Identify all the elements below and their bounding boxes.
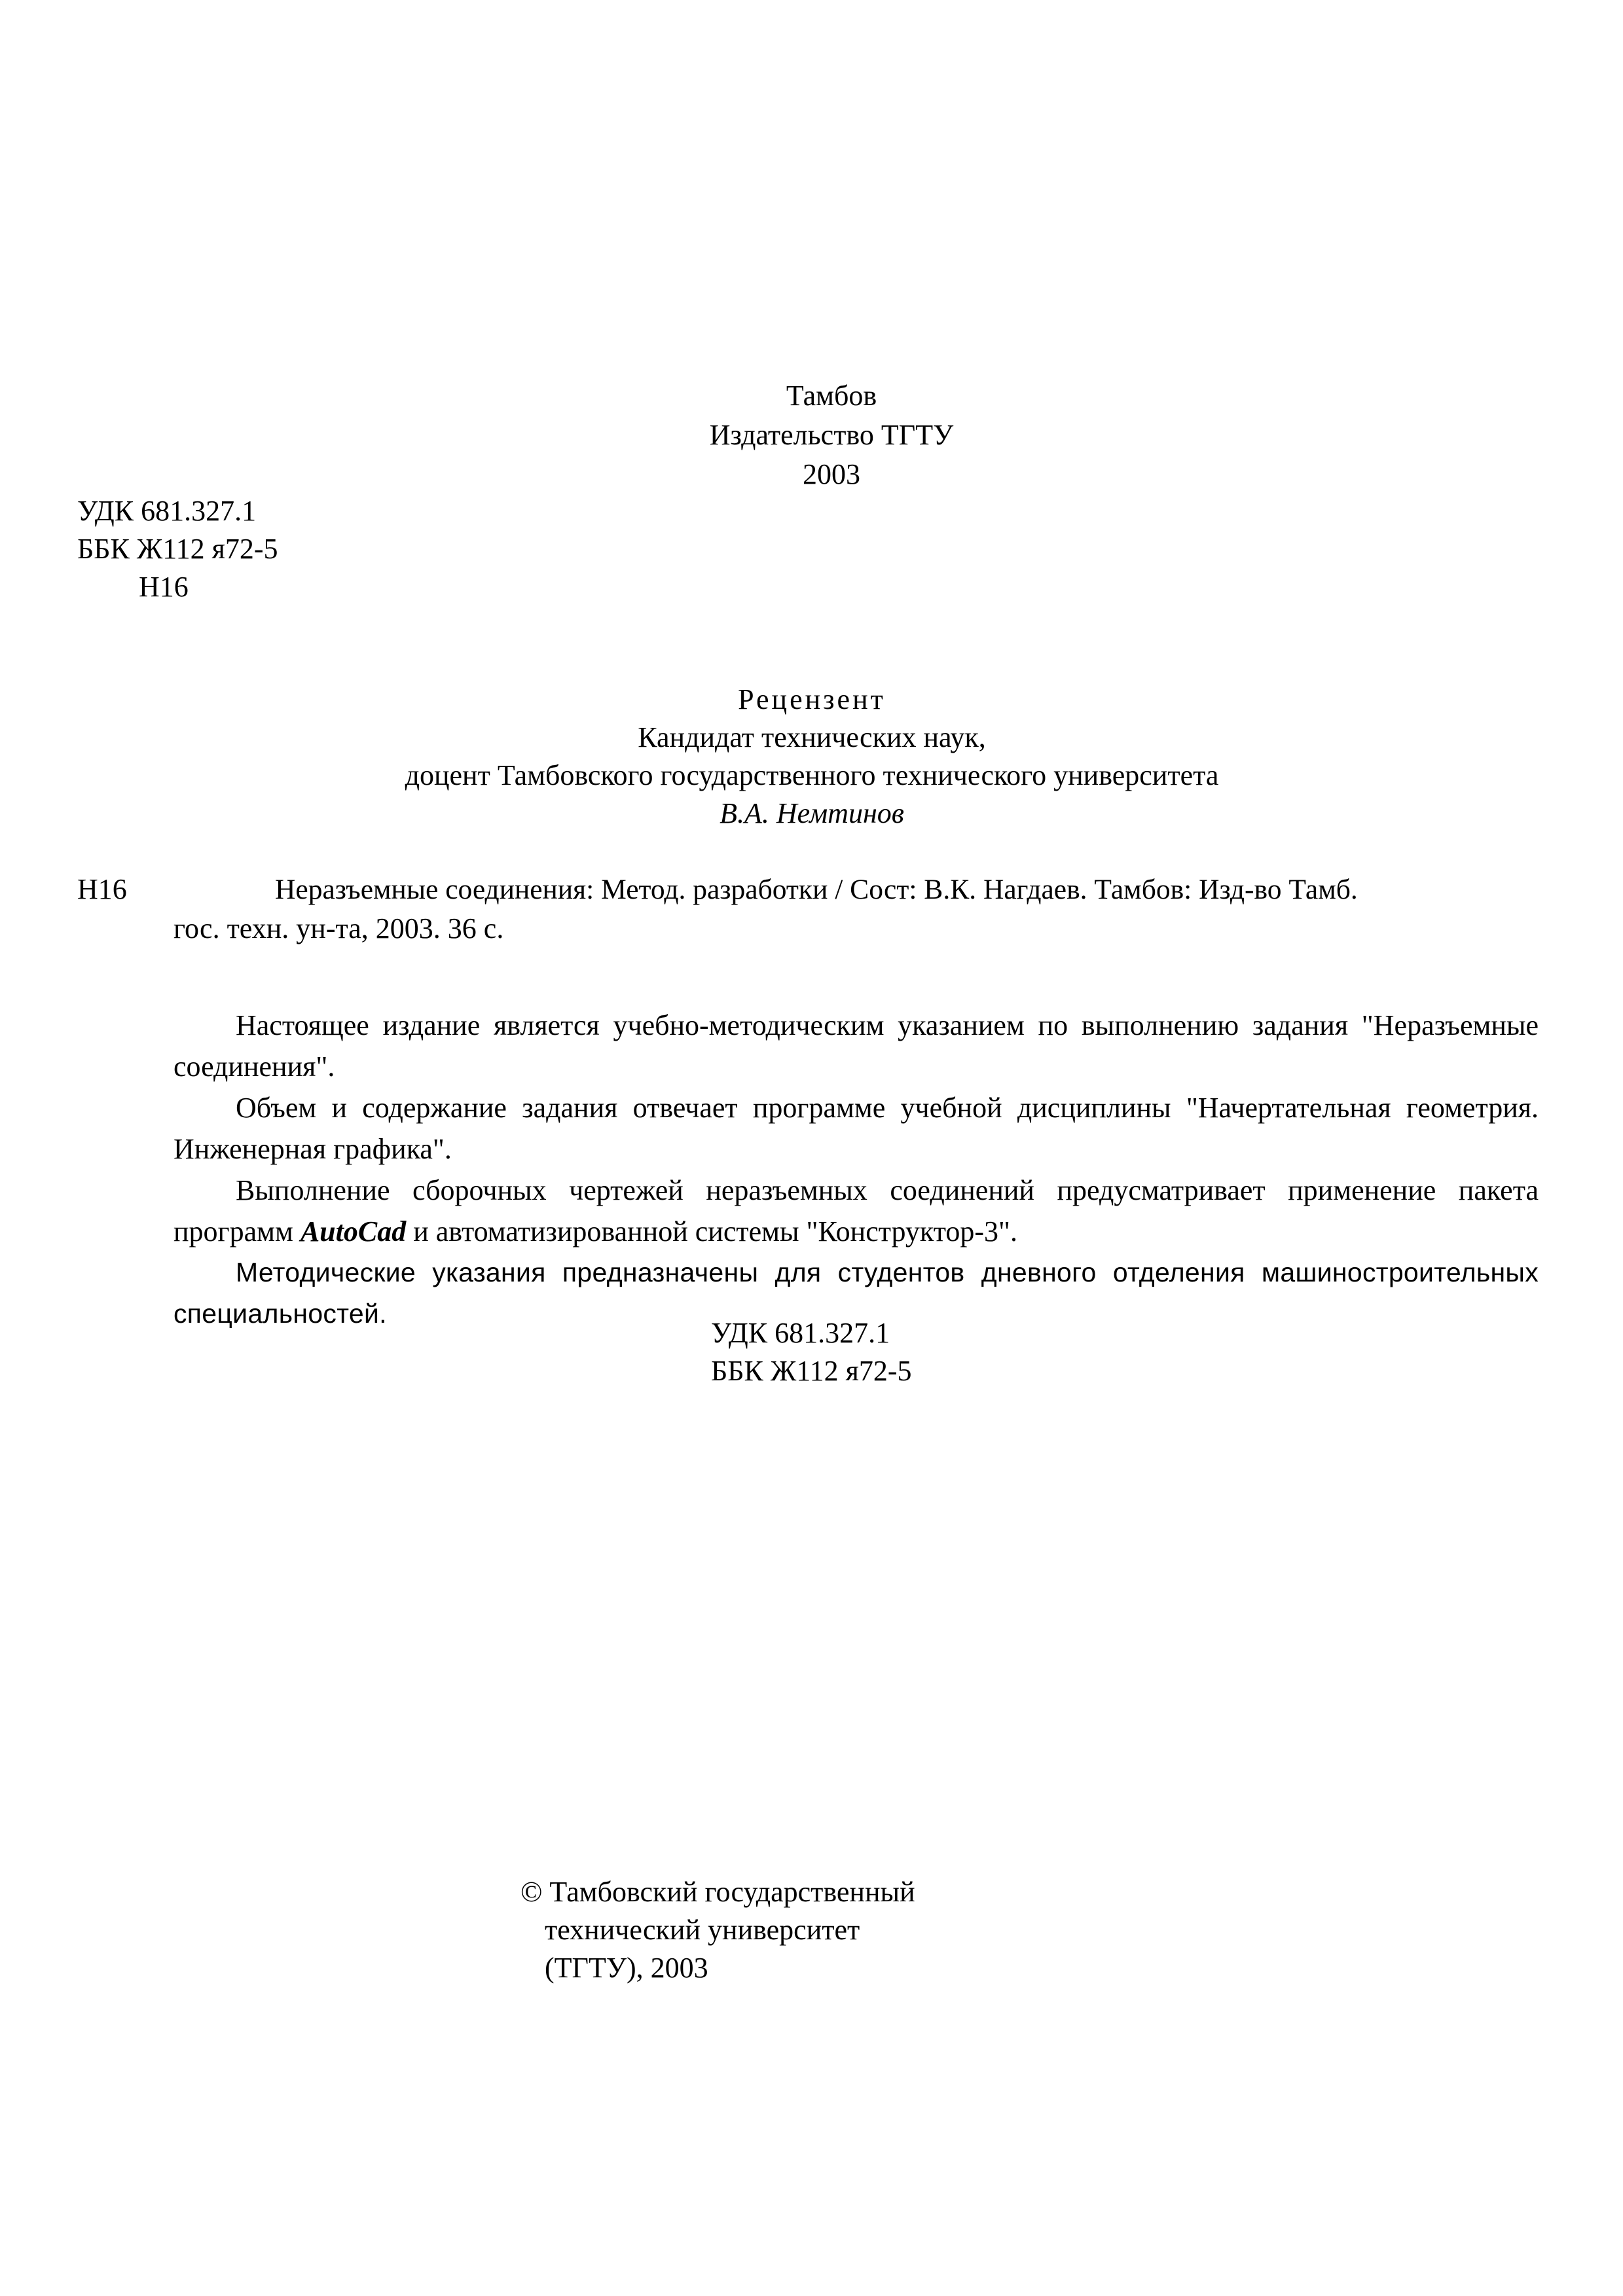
reviewer-heading: Рецензент (738, 683, 886, 715)
imprint-year: 2003 (803, 458, 860, 490)
author-sign: Н16 (139, 571, 189, 603)
reviewer-position: доцент Тамбовского государственного технического университета (405, 759, 1219, 791)
copyright-line-1: © Тамбовский государственный (520, 1876, 915, 1908)
bib-line-2: гос. техн. ун-та, 2003. 36 с. (173, 912, 504, 944)
bib-line-1: Неразъемные соединения: Метод. разработки / Сост: В.К. Нагдаев. Тамбов: Изд-во Тамб. (275, 874, 1358, 905)
annotation-p3-after: и автоматизированной системы "Конструктор-3". (413, 1215, 1017, 1247)
imprint-publisher: Издательство ТГТУ (709, 419, 954, 451)
bib-author-sign: Н16 (77, 873, 127, 905)
reviewer-degree: Кандидат технических наук, (638, 721, 986, 753)
annotation-paragraph-2: Объем и содержание задания отвечает программе учебной дисциплины "Начертательная геометрия. Инженерная графика". (173, 1092, 1539, 1165)
annotation-paragraph-1: Настоящее издание является учебно-методическим указанием по выполнению задания "Неразъемные соединения". (173, 1009, 1539, 1083)
annotation (173, 1005, 1539, 1335)
annotation-paragraph-4: Методические указания предназначены для студентов дневного отделения машиностроительных специальностей. (173, 1257, 1539, 1329)
udk-code: УДК 681.327.1 (77, 495, 257, 527)
annotation-p3-before: Выполнение сборочных чертежей неразъемных соединений предусматривает применение пакета программ (173, 1174, 1539, 1247)
imprint-city: Тамбов (786, 380, 877, 412)
copyright-line-3: (ТГТУ), 2003 (545, 1952, 708, 1984)
autocad-highlight: AutoCad (300, 1215, 407, 1247)
bbk-code-bottom: ББК Ж112 я72-5 (711, 1355, 912, 1387)
udk-code-bottom: УДК 681.327.1 (711, 1317, 890, 1349)
copyright-line-2: технический университет (545, 1914, 860, 1946)
reviewer-name: В.А. Немтинов (720, 797, 904, 829)
annotation-paragraph-3 (173, 1170, 1539, 1252)
bbk-code: ББК Ж112 я72-5 (77, 533, 278, 565)
